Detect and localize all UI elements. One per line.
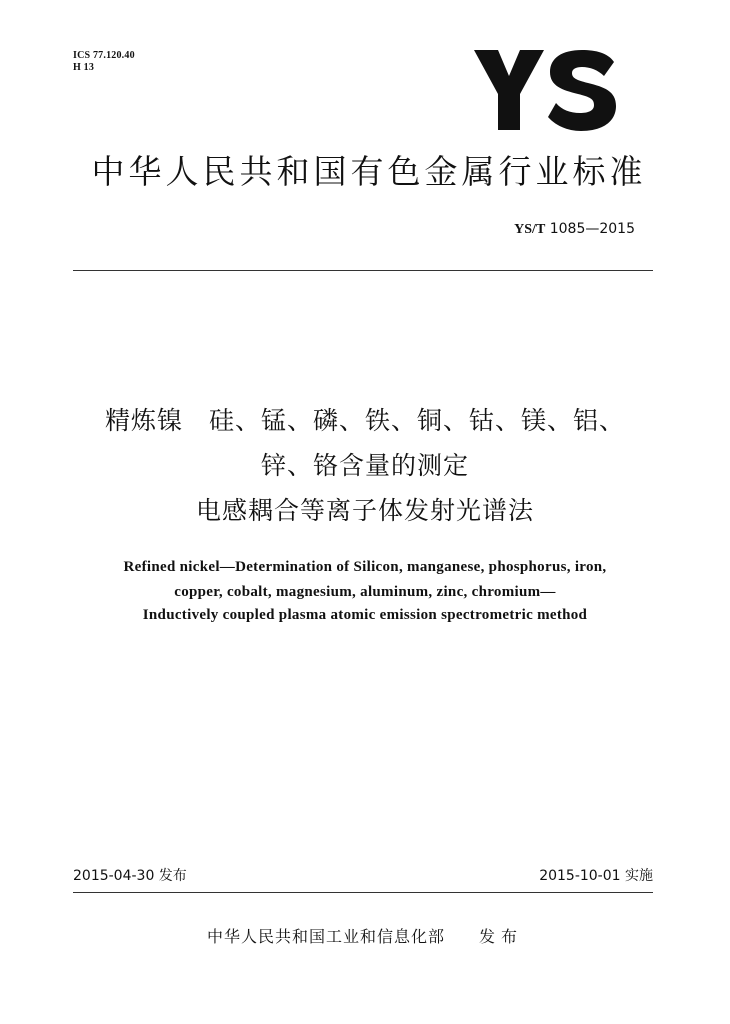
- standard-code: [514, 220, 635, 239]
- ccs-code: H 13: [73, 62, 95, 73]
- logo-letter-y: [474, 50, 544, 130]
- title-en-line-2: copper, cobalt, magnesium, aluminum, zinc, chromium—: [174, 584, 556, 600]
- title-en-line-3: Inductively coupled plasma atomic emission spectrometric method: [142, 607, 588, 623]
- issuer-name: 中华人民共和国工业和信息化部: [206, 927, 445, 946]
- footer-divider: [73, 892, 653, 893]
- implementation-date: 2015-10-01 实施: [539, 868, 653, 884]
- title-cn-line-3: 电感耦合等离子体发射光谱法: [195, 496, 534, 525]
- classification-block: [73, 50, 135, 74]
- org-title: 中华人民共和国有色金属行业标准: [91, 152, 647, 191]
- logo-letter-s: [548, 50, 616, 131]
- ics-code: ICS 77.120.40: [73, 50, 135, 61]
- title-en-line-1: Refined nickel—Determination of Silicon, manganese, phosphorus, iron,: [123, 559, 607, 575]
- title-cn-line-2: 锌、铬含量的测定: [260, 451, 469, 480]
- standard-prefix: YS/T: [514, 222, 546, 237]
- issue-date: 2015-04-30 发布: [73, 868, 187, 884]
- standard-number: 1085—2015: [549, 221, 635, 237]
- title-cn-line-1: 精炼镍 硅、锰、磷、铁、铜、钴、镁、铝、: [104, 406, 625, 435]
- issuer-action: 发布: [479, 927, 524, 946]
- header-divider: [73, 270, 653, 271]
- ys-logo: [474, 50, 616, 132]
- issuer-line: [0, 927, 730, 947]
